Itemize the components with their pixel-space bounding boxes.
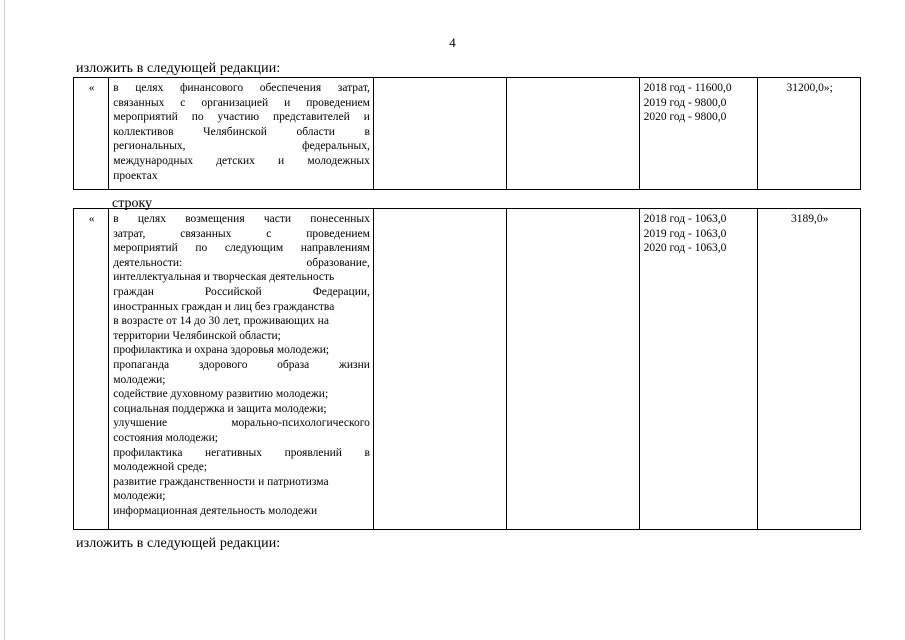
replacement-table [73,77,861,190]
description-text [113,81,370,183]
empty-cell [506,78,639,190]
description-cell [109,78,374,190]
description-cell [109,209,374,530]
description-line: в возрасте от 14 до 30 лет, проживающих на [113,315,329,328]
description-line: в целях финансового обеспечения затрат, [113,82,370,94]
total-cell: 31200,0»; [758,78,861,190]
year-amount: 2018 год - 1063,0 [643,213,727,225]
string-label: строку [112,196,153,211]
empty-cell [373,209,506,530]
description-line: интеллектуальная и творческая деятельность [113,271,335,284]
page-left-edge [4,0,5,640]
year-amount: 2020 год - 1063,0 [643,242,727,255]
description-line: затрат, связанных с проведением [113,227,370,240]
original-table [73,208,861,530]
table-row [74,78,861,190]
description-line: пропаганда здорового образа жизни [113,358,370,371]
instruction-bottom: изложить в следующей редакции: [76,536,281,551]
year-amount: 2018 год - 11600,0 [643,82,732,94]
description-line: проектах [113,169,158,182]
description-line: деятельности: образование, [113,256,370,269]
open-quote-cell: « [74,78,109,190]
description-line: региональных, федеральных, [113,140,370,153]
description-line: иностранных граждан и лиц без гражданства [113,300,335,313]
instruction-top: изложить в следующей редакции: [76,61,281,76]
description-line: молодежной среде; [113,461,208,474]
page-number: 4 [449,35,456,50]
years-cell [639,209,758,530]
description-line: состояния молодежи; [113,431,218,444]
empty-cell [506,209,639,530]
description-line: мероприятий по участию представителей и [113,111,370,124]
year-amount: 2019 год - 1063,0 [643,227,727,240]
description-line: информационная деятельность молодежи [113,504,318,517]
table-row [74,209,861,530]
description-line: социальная поддержка и защита молодежи; [113,402,327,415]
year-amount: 2019 год - 9800,0 [643,96,727,109]
description-line: международных детских и молодежных [113,154,370,167]
description-line: в целях возмещения части понесенных [113,213,370,225]
description-line: профилактика негативных проявлений в [113,446,370,459]
description-line: молодежи; [113,373,166,386]
description-line: коллективов Челябинской области в [113,125,370,138]
description-line: содействие духовному развитию молодежи; [113,388,329,401]
description-line: связанных с организацией и проведением [113,96,370,109]
description-text [113,212,370,518]
years-cell [639,78,758,190]
description-line: развитие гражданственности и патриотизма [113,475,329,488]
description-line: территории Челябинской области; [113,329,281,342]
year-amount: 2020 год - 9800,0 [643,111,727,124]
description-line: профилактика и охрана здоровья молодежи; [113,344,330,357]
open-quote-cell: « [74,209,109,530]
total-cell: 3189,0» [758,209,861,530]
description-line: улучшение морально-психологического [113,417,370,430]
description-line: мероприятий по следующим направлениям [113,242,370,255]
description-line: граждан Российской Федерации, [113,285,370,298]
description-line: молодежи; [113,490,166,503]
empty-cell [373,78,506,190]
